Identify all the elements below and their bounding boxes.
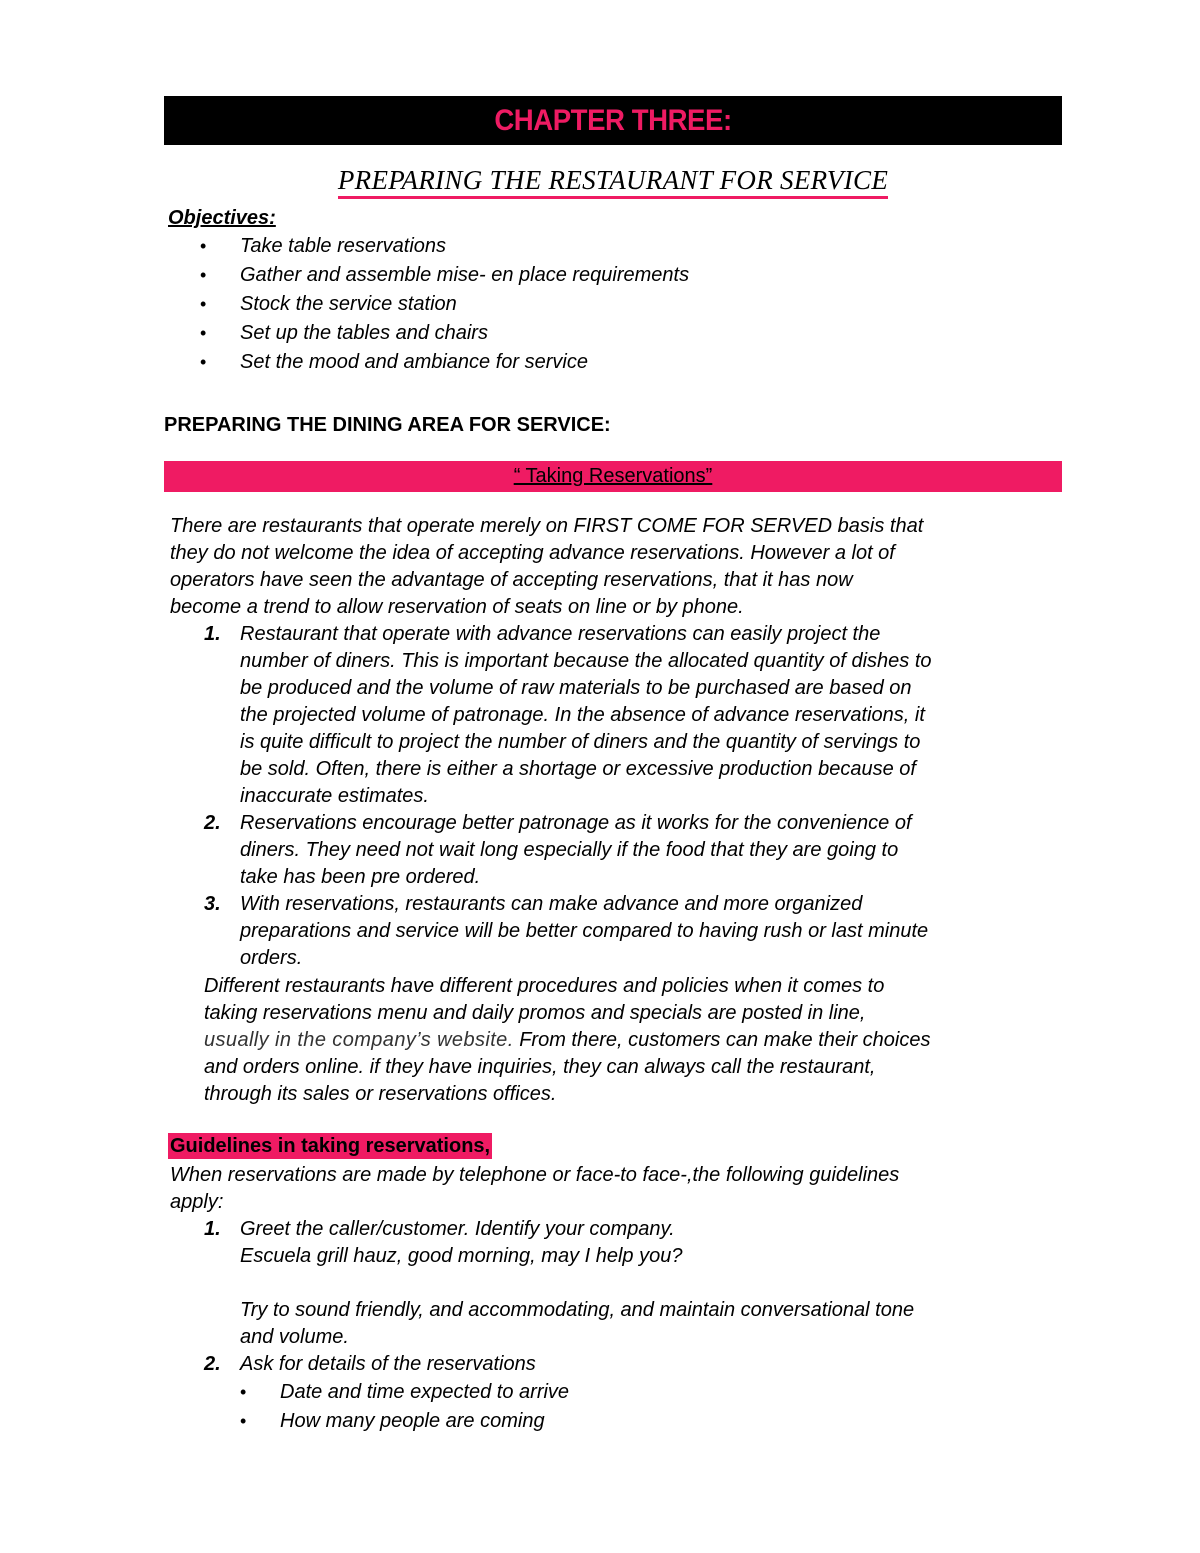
paragraph-line — [204, 1027, 930, 1054]
chapter-title: CHAPTER THREE: — [494, 103, 732, 137]
detail-item: • How many people are coming — [240, 1407, 569, 1436]
reservations-intro-paragraph — [170, 513, 923, 621]
chapter-subtitle-text: PREPARING THE RESTAURANT FOR SERVICE — [338, 165, 888, 199]
reservation-benefits-list — [204, 621, 932, 972]
paragraph-fragment: From there, customers can make their choices — [513, 1029, 931, 1051]
item-line: the projected volume of patronage. In the absence of advance reservations, it — [240, 704, 925, 726]
paragraph-line: operators have seen the advantage of accepting reservations, that it has now — [170, 569, 853, 591]
reservation-details-list — [240, 1378, 569, 1436]
section-heading: PREPARING THE DINING AREA FOR SERVICE: — [164, 414, 611, 436]
numbered-item — [204, 1216, 914, 1351]
chapter-subtitle — [164, 165, 1062, 196]
objectives-list — [200, 232, 689, 377]
objective-item: • Stock the service station — [200, 290, 689, 319]
item-number: 2. — [204, 1353, 221, 1375]
paragraph-line: There are restaurants that operate merely on FIRST COME FOR SERVED basis that — [170, 515, 924, 537]
item-line: Restaurant that operate with advance reservations can easily project the — [240, 623, 881, 645]
item-line: Reservations encourage better patronage as it works for the convenience of — [240, 812, 912, 834]
chapter-title-bar — [164, 96, 1062, 145]
paragraph-line: become a trend to allow reservation of seats on line or by phone. — [170, 596, 744, 618]
objective-item: • Set up the tables and chairs — [200, 319, 689, 348]
item-line: number of diners. This is important because the allocated quantity of dishes to — [240, 650, 932, 672]
item-line: and volume. — [240, 1326, 349, 1348]
item-number: 2. — [204, 812, 221, 834]
paragraph-line: taking reservations menu and daily promos and specials are posted in line, — [204, 1002, 866, 1024]
item-line: Escuela grill hauz, good morning, may I help you? — [240, 1245, 683, 1267]
item-line: Greet the caller/customer. Identify your company. — [240, 1218, 675, 1240]
numbered-item — [204, 891, 932, 972]
blank-line — [240, 1270, 914, 1297]
item-line: Try to sound friendly, and accommodating, and maintain conversational tone — [240, 1299, 915, 1321]
objectives-label: Objectives: — [168, 207, 276, 229]
item-number: 1. — [204, 1218, 221, 1240]
taking-reservations-banner — [164, 461, 1062, 492]
objective-item: • Set the mood and ambiance for service — [200, 348, 689, 377]
item-line: inaccurate estimates. — [240, 785, 429, 807]
guidelines-heading: Guidelines in taking reservations, — [170, 1135, 491, 1157]
paragraph-line: apply: — [170, 1191, 224, 1213]
item-line: With reservations, restaurants can make advance and more organized — [240, 893, 863, 915]
item-line: be produced and the volume of raw materials to be purchased are based on — [240, 677, 912, 699]
objective-item: • Take table reservations — [200, 232, 689, 261]
objective-item: • Gather and assemble mise- en place requirements — [200, 261, 689, 290]
paragraph-line: through its sales or reservations offices. — [204, 1083, 557, 1105]
taking-reservations-banner-text: “ Taking Reservations” — [513, 465, 713, 487]
website-phrase: usually in the company’s website. — [204, 1029, 514, 1051]
guidelines-intro — [170, 1162, 899, 1216]
numbered-item — [204, 810, 932, 891]
item-line: Ask for details of the reservations — [240, 1353, 536, 1375]
item-line: preparations and service will be better compared to having rush or last minute — [240, 920, 929, 942]
numbered-item — [204, 621, 932, 810]
item-line: take has been pre ordered. — [240, 866, 481, 888]
item-line: orders. — [240, 947, 303, 969]
item-number: 1. — [204, 623, 221, 645]
paragraph-line: When reservations are made by telephone or face-to face-,the following guidelines — [170, 1164, 900, 1186]
numbered-item — [204, 1351, 914, 1378]
item-line: be sold. Often, there is either a shortage or excessive production because of — [240, 758, 916, 780]
detail-item: • Date and time expected to arrive — [240, 1378, 569, 1407]
paragraph-line: and orders online. if they have inquiries, they can always call the restaurant, — [204, 1056, 876, 1078]
paragraph-line: they do not welcome the idea of accepting advance reservations. However a lot of — [170, 542, 895, 564]
item-line: is quite difficult to project the number of diners and the quantity of servings to — [240, 731, 921, 753]
item-line: diners. They need not wait long especially if the food that they are going to — [240, 839, 899, 861]
paragraph-line: Different restaurants have different procedures and policies when it comes to — [204, 975, 885, 997]
item-number: 3. — [204, 893, 221, 915]
guidelines-steps-list — [204, 1216, 914, 1378]
reservations-closing-paragraph — [204, 973, 930, 1108]
